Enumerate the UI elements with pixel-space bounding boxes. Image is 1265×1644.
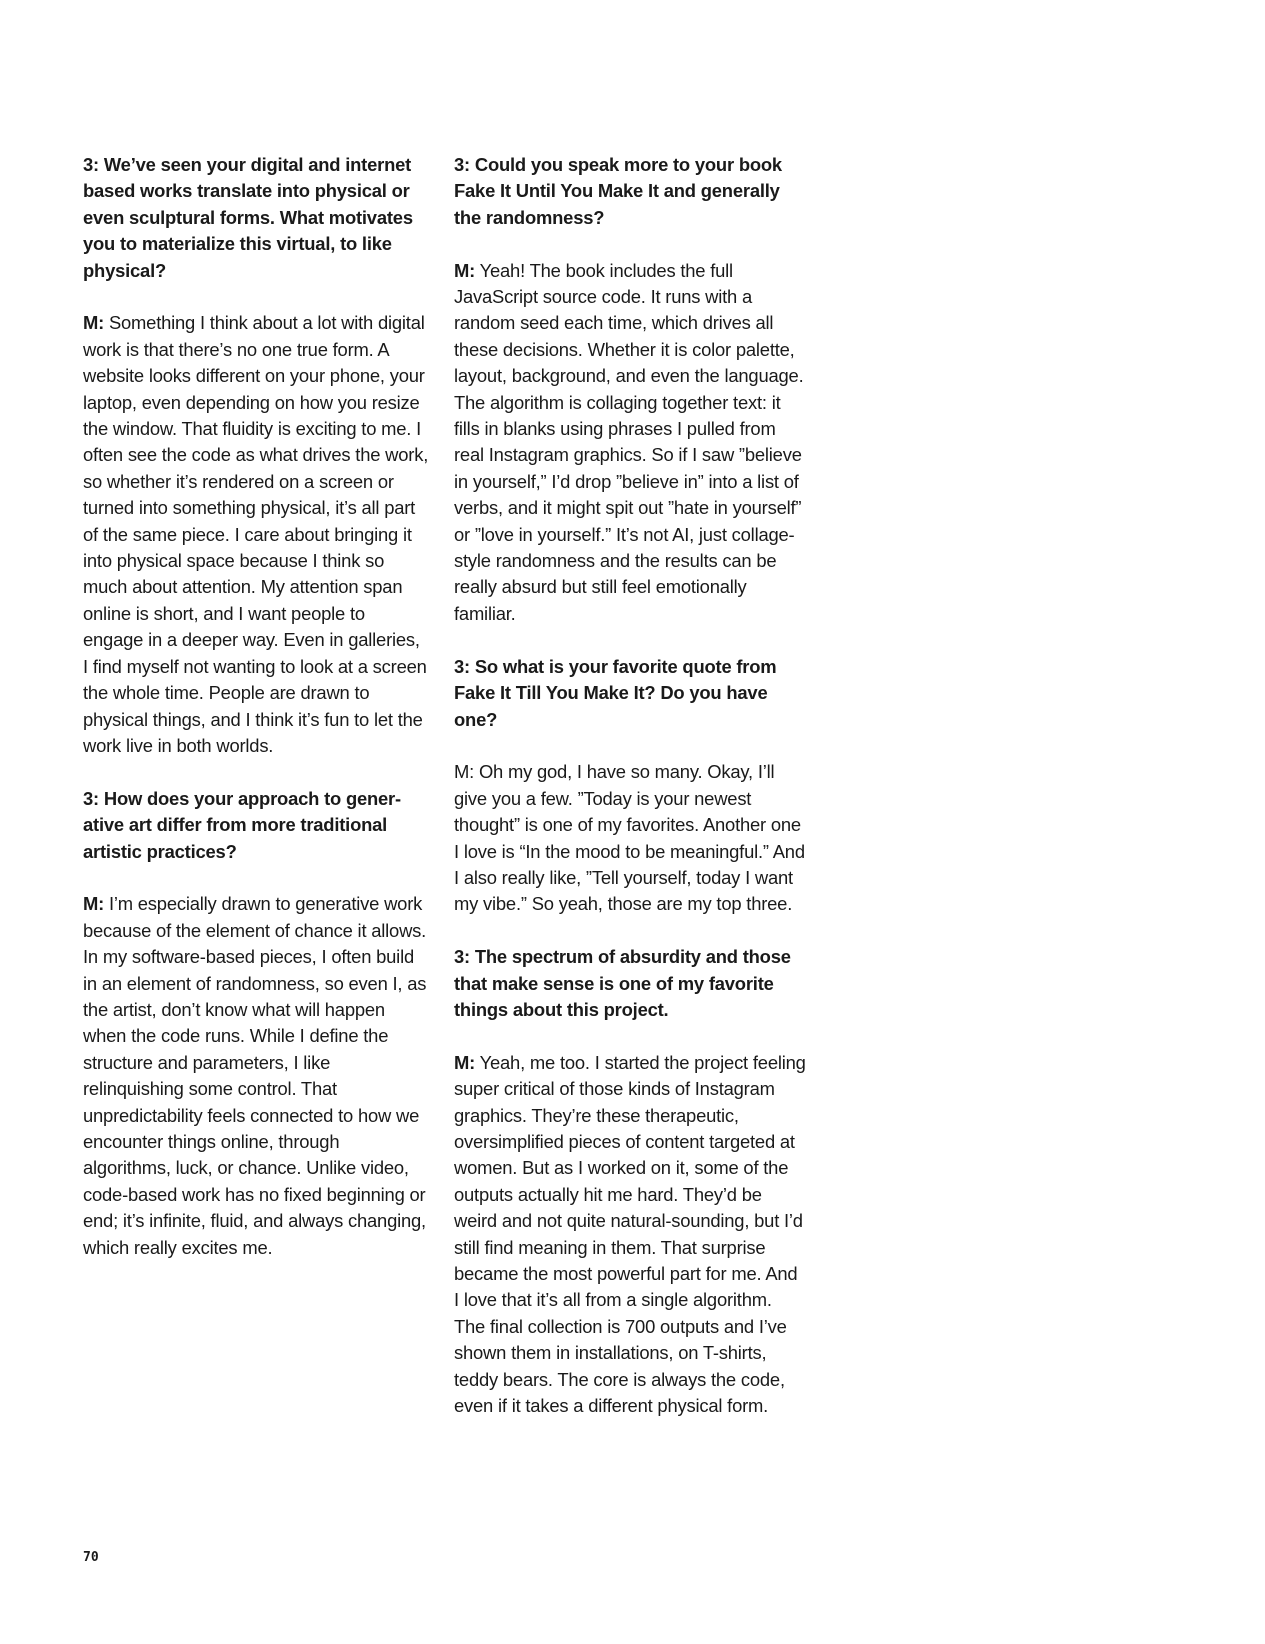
speaker-label: M:: [454, 1051, 476, 1073]
answer-4: M: Oh my god, I have so many. Okay, I’ll give you a few. ”Today is your newest thought” is one of my favorites. Another one I love is “In the mood to be meaningful.” And I also really like, ”Tell yourself, today I want my vibe.” So yeah, those are my top three.: [454, 761, 805, 915]
answer-1: [83, 310, 429, 759]
question-1: 3: We’ve seen your digital and internet based works translate into physical or even sculptural forms. What motivates you to materialize this virtual, to like physical?: [83, 154, 413, 281]
answer-3-text: Yeah! The book includes the full JavaScript source code. It runs with a random seed each time, which drives all these decisions. Whether it is color palette, layout, background, and even the language. The algorithm is collaging together text: it fills in blanks using phrases I pulled from real Instagram graphics. So if I saw ”believe in yourself,” I’d drop ”believe in” into a list of verbs, and it might spit out ”hate in yourself” or ”love in yourself.” It’s not AI, just collage-style randomness and the results can be really absurd but still feel emotionally familiar.: [454, 259, 804, 624]
question-2: 3: How does your approach to generative art differ from more traditional artistic practices?: [83, 787, 402, 862]
answer-3: [454, 258, 806, 628]
speaker-label: M:: [454, 259, 476, 281]
left-column: [83, 152, 429, 1287]
answer-2-text: I’m especially drawn to generative work because of the element of chance it allows. In my software-based pieces, I often build in an element of randomness, so even I, as the artist, don’t know what will happen when the code runs. While I define the structure and parameters, I like relinquishing some control. That unpredictability feels connected to how we encounter things online, through algorithms, luck, or chance. Unlike video, code-based work has no fixed beginning or end; it’s infinite, fluid, and always changing, which really excites me.: [83, 893, 427, 1258]
right-column: [454, 152, 806, 1446]
question-4: 3: So what is your favorite quote from Fake It Till You Make It? Do you have one?: [454, 655, 777, 730]
question-3: 3: Could you speak more to your book Fake It Until You Make It and generally the randomness?: [454, 154, 782, 228]
answer-5-text: Yeah, me too. I started the project feeling super critical of those kinds of Instagram graphics. They’re these therapeutic, oversimplified pieces of content targeted at women. But as I worked on it, some of the outputs actually hit me hard. They’d be weird and not quite natural-sounding, but I’d still find meaning in them. That surprise became the most powerful part for me. And I love that it’s all from a single algorithm. The final collection is 700 outputs and I’ve shown them in installations, on T-shirts, teddy bears. The core is always the code, even if it takes a different physical form.: [454, 1051, 806, 1417]
answer-1-text: Something I think about a lot with digital work is that there’s no one true form. A website looks different on your phone, your laptop, even depending on how you resize the window. That fluidity is exciting to me. I often see the code as what drives the work, so whether it’s rendered on a screen or turned into something physical, it’s all part of the same piece. I care about bringing it into physical space because I think so much about attention. My attention span online is short, and I want people to engage in a deeper way. Even in galleries, I find myself not wanting to look at a screen the whole time. People are drawn to physical things, and I think it’s fun to let the work live in both worlds.: [83, 312, 429, 756]
speaker-label: M:: [83, 893, 105, 915]
answer-5: [454, 1050, 806, 1420]
question-5: 3: The spectrum of absurdity and those that make sense is one of my favorite things about this project.: [454, 946, 791, 1020]
answer-2: [83, 891, 429, 1261]
speaker-label: M:: [83, 312, 105, 334]
page-number: 70: [83, 1550, 99, 1565]
